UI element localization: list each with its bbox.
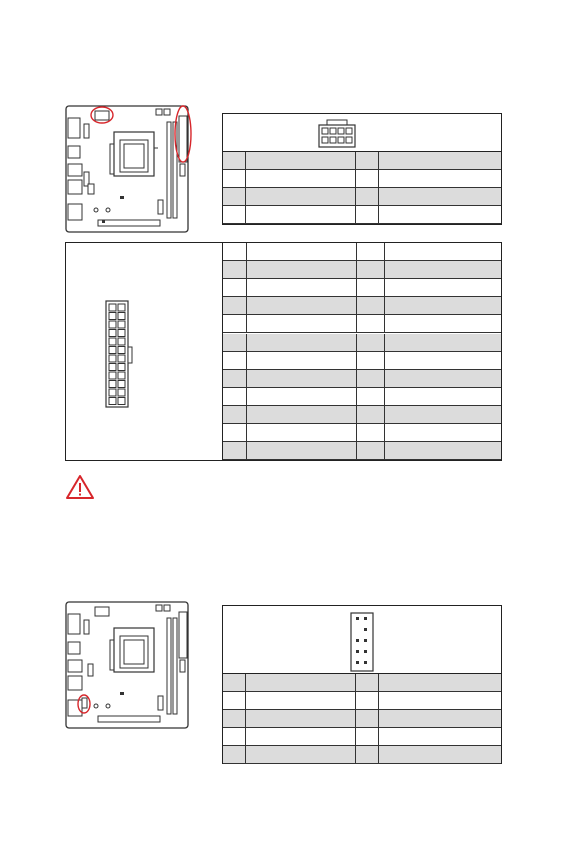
pin-table-cell [357,297,385,314]
pin-table-row [223,406,501,424]
pin-table-cell [247,352,357,369]
pin-table-row [223,370,501,388]
pin-table-cell [247,297,357,314]
pin-table-cell [247,424,357,441]
connector-pin [109,364,116,371]
pin-table-row [223,206,501,224]
connector-pin [118,355,125,362]
pin-table-row [223,315,501,333]
connector-pin [109,338,116,345]
connector-pin [118,389,125,396]
pin-table-cell [356,188,379,205]
pin-table-cell [223,370,247,387]
pin-table-row [223,728,501,746]
connector-pin [109,347,116,354]
pin-table-cell [223,243,247,260]
pin-table-cell [223,297,247,314]
connector-pin [118,304,125,311]
connector-pin [109,398,116,405]
pin-table-cell [247,261,357,278]
warning-triangle-icon [65,474,95,500]
pin-table-cell [356,692,379,709]
pin-table-cell [357,352,385,369]
pin-table-cell [357,388,385,405]
pin-table-row [223,674,501,692]
connector-pin [118,372,125,379]
pin-table-row [223,261,501,279]
connector-pin [118,338,125,345]
header-pin-table [222,605,502,764]
connector-pin [109,330,116,337]
pin-table-cell [246,206,356,223]
connector-pin [109,304,116,311]
pin-table-cell [247,406,357,423]
pin-table-row [223,352,501,370]
pin-table-cell [356,170,379,187]
pin-table-cell [356,746,379,763]
pin-table-cell [223,746,246,763]
pin-table-cell [246,170,356,187]
pin-table-cell [357,424,385,441]
pin-table-row [223,188,501,206]
pin-table-cell [247,243,357,260]
motherboard-diagram-bottom [62,600,194,732]
pin-table-cell [223,674,246,691]
pin-table-cell [357,442,385,459]
atx-8pin-pin-table [222,113,502,225]
connector-pin [118,313,125,320]
pin-table-cell [356,710,379,727]
connector-pin [109,381,116,388]
atx-24pin-connector-icon [104,299,134,411]
pin-table-cell [357,406,385,423]
atx-24pin-pin-table [65,242,502,461]
pin-table-cell [223,206,246,223]
pin-table-cell [247,442,357,459]
pin-table-cell [223,728,246,745]
pin-table-row [223,424,501,442]
connector-pin [109,313,116,320]
pin-table-cell [247,334,357,351]
pin-table-cell [246,710,356,727]
pin-table-cell [246,152,356,169]
pin-table-cell [223,692,246,709]
pin-table-cell [223,334,247,351]
pin-table-row [223,152,501,170]
connector-pin [118,398,125,405]
pin-table-cell [223,388,247,405]
pin-table-cell [223,188,246,205]
pin-table-cell [246,674,356,691]
pin-table-cell [356,152,379,169]
pin-table-row [223,746,501,764]
pin-table-row [223,279,501,297]
pin-table-cell [357,279,385,296]
pin-table-cell [223,406,247,423]
pin-table-cell [247,279,357,296]
pin-table-cell [247,370,357,387]
connector-pin [118,364,125,371]
connector-pin [118,347,125,354]
pin-table-cell [357,370,385,387]
pin-table-cell [246,188,356,205]
pin-table-cell [357,243,385,260]
pin-table-cell [357,261,385,278]
atx-8pin-connector-icon [315,118,359,150]
connector-pin [109,389,116,396]
connector-pin [109,372,116,379]
pin-table-row [223,170,501,188]
pin-table-row [223,692,501,710]
pin-table-cell [246,692,356,709]
pin-table-row [223,243,501,261]
pin-table-cell [223,279,247,296]
pin-table-cell [223,315,247,332]
connector-pin [118,321,125,328]
connector-pin [109,355,116,362]
pin-table-cell [223,152,246,169]
pin-table-cell [223,710,246,727]
pin-table-cell [247,388,357,405]
pin-table-cell [356,728,379,745]
pin-table-cell [246,746,356,763]
10pin-header-icon [350,612,376,674]
pin-table-row [223,442,501,460]
pin-table-cell [357,334,385,351]
pin-table-cell [356,674,379,691]
pin-table-cell [223,261,247,278]
pin-table-cell [223,352,247,369]
pin-table-cell [357,315,385,332]
pin-table-row [223,710,501,728]
pin-table-cell [246,728,356,745]
motherboard-diagram-top [62,104,194,236]
connector-pin [118,381,125,388]
connector-pin [118,330,125,337]
pin-table-row [223,297,501,315]
pin-table-row [223,334,501,352]
pin-table-cell [356,206,379,223]
pin-table-cell [223,442,247,459]
pin-table-cell [247,315,357,332]
connector-pin [109,321,116,328]
pin-table-row [223,388,501,406]
pin-table-cell [223,170,246,187]
pin-table-cell [223,424,247,441]
